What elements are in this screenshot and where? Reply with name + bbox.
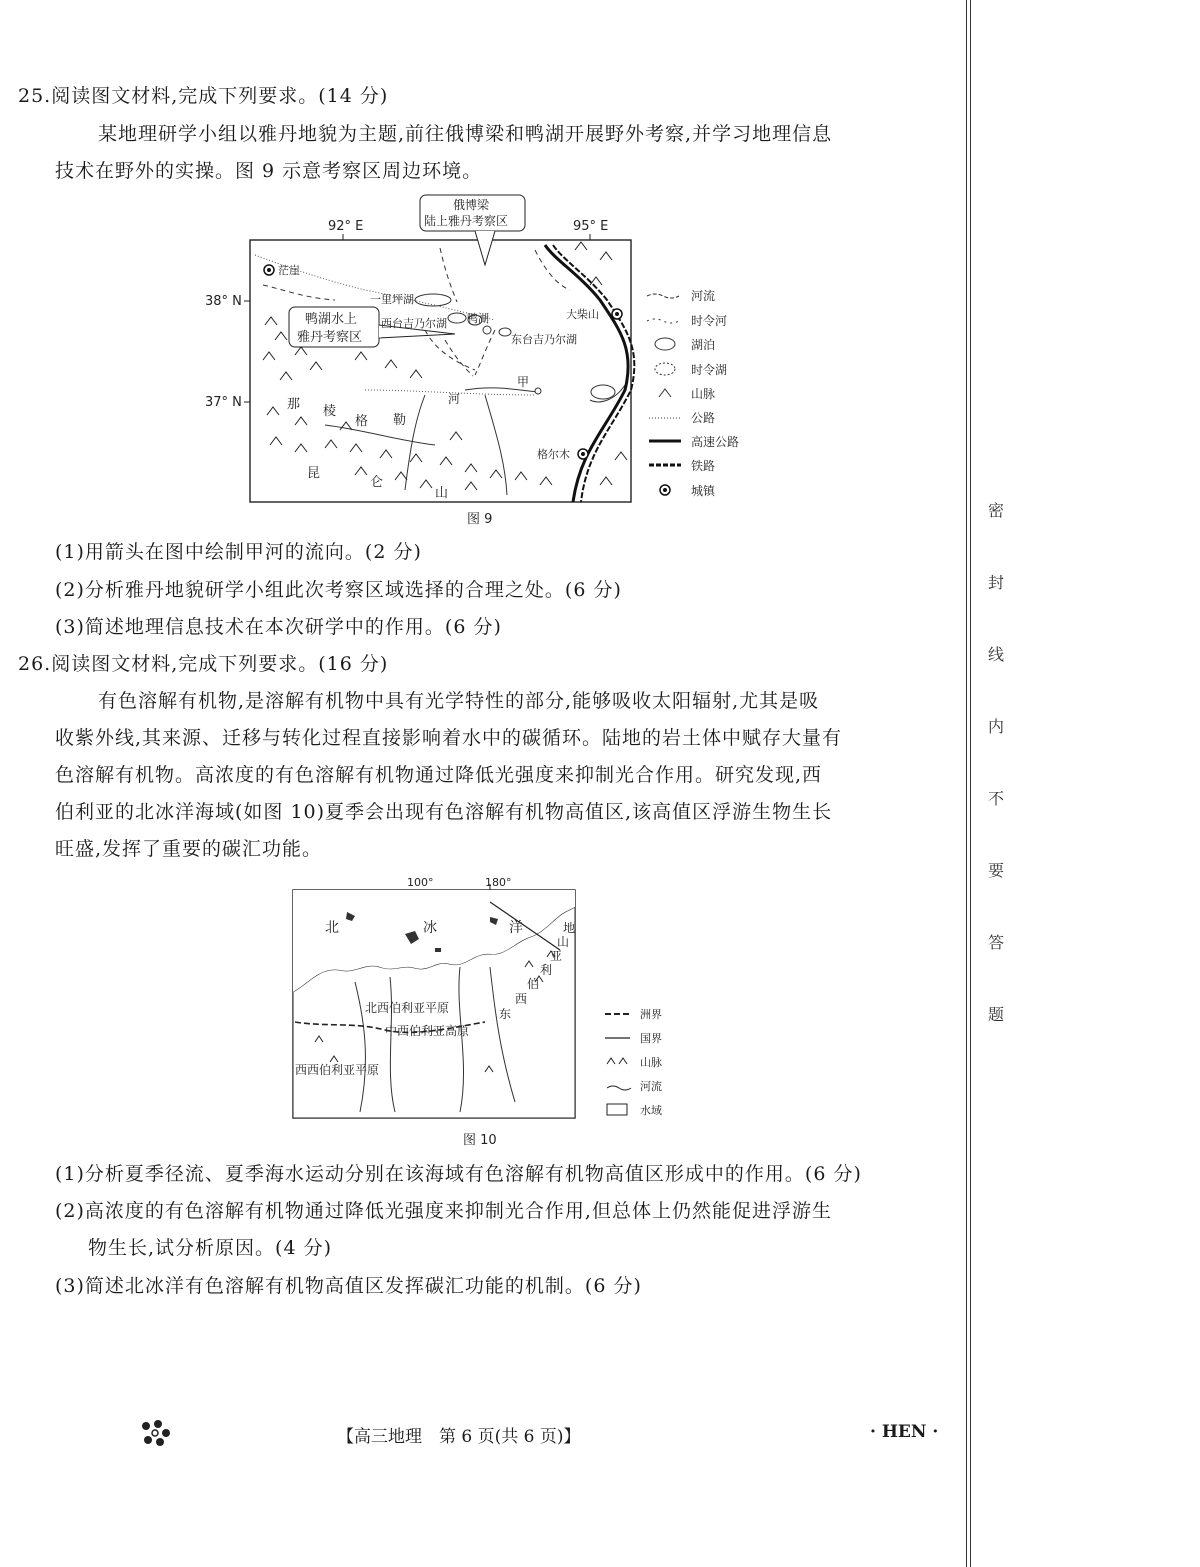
q25-sub3: (3)简述地理信息技术在本次研学中的作用。(6 分) — [55, 616, 502, 638]
mountain-symbols — [263, 242, 627, 490]
footer-logo-icon — [138, 1418, 172, 1448]
legend-river: 河流 — [640, 1080, 662, 1093]
figure-10-map — [285, 872, 705, 1157]
seal-char: 答 — [988, 933, 1005, 952]
label-bo-char: 伯 — [527, 977, 540, 991]
legend-lake: 湖泊 — [691, 338, 716, 352]
binding-rule-left — [966, 0, 967, 1567]
callout-left-line2: 雅丹考察区 — [297, 330, 363, 345]
town-dachaishan: 大柴山 — [566, 308, 599, 321]
legend-expressway: 高速公路 — [691, 435, 740, 449]
callout-left-line1: 鸭湖水上 — [305, 312, 358, 327]
range-char: 昆 — [307, 466, 321, 481]
label-north: 北 — [325, 920, 339, 936]
q26-heading: 26.阅读图文材料,完成下列要求。(16 分) — [18, 653, 389, 675]
town-golmud: 格尔木 — [537, 448, 570, 461]
legend-seasonal-lake: 时令湖 — [691, 363, 728, 377]
fig10-lon-180: 180° — [485, 876, 512, 889]
legend-continent-border: 洲界 — [640, 1008, 662, 1021]
label-jia-river: 甲 — [517, 375, 530, 389]
legend-mountain: 山脉 — [691, 387, 716, 401]
range-char: 仑 — [370, 475, 384, 490]
label-ice: 冰 — [423, 920, 437, 936]
seal-char: 不 — [988, 789, 1005, 808]
fig10-caption: 图 10 — [463, 1133, 497, 1148]
q26-paragraph-line: 收紫外线,其来源、迁移与转化过程直接影响着水中的碳循环。陆地的岩土体中赋存大量有 — [55, 727, 843, 749]
seal-char: 内 — [988, 717, 1005, 736]
seal-char: 线 — [988, 645, 1005, 664]
label-central-siberian-plateau: 中西伯利亚高原 — [385, 1024, 470, 1038]
legend-country-border: 国界 — [640, 1032, 662, 1045]
label-yiliping-lake: 一里坪湖 — [370, 293, 414, 306]
town-mangya: 茫崖 — [278, 264, 300, 277]
q26-paragraph-line: 伯利亚的北冰洋海域(如图 10)夏季会出现有色溶解有机物高值区,该高值区浮游生物生长 — [55, 801, 833, 823]
legend-water: 水域 — [640, 1104, 662, 1117]
callout-top-line2: 陆上雅丹考察区 — [424, 214, 509, 228]
label-ocean: 洋 — [509, 920, 523, 936]
q26-paragraph-line: 旺盛,发挥了重要的碳汇功能。 — [55, 838, 323, 860]
label-shan-char: 山 — [557, 935, 570, 949]
legend-town: 城镇 — [691, 484, 716, 498]
label-west-taijinar-lake: 西台吉乃尔湖 — [381, 317, 447, 330]
legend-river: 河流 — [691, 289, 716, 303]
range-char: 勒 — [393, 413, 407, 428]
seal-char: 要 — [988, 861, 1005, 880]
q25-paragraph-line: 技术在野外的实操。图 9 示意考察区周边环境。 — [55, 160, 483, 182]
label-north-siberian-plain: 北西伯利亚平原 — [365, 1001, 450, 1015]
q26-sub3: (3)简述北冰洋有色溶解有机物高值区发挥碳汇功能的机制。(6 分) — [55, 1275, 642, 1297]
legend-road: 公路 — [691, 411, 716, 425]
footer-page-info: 【高三地理 第 6 页(共 6 页)】 — [337, 1427, 581, 1447]
q26-paragraph-line: 色溶解有机物。高浓度的有色溶解有机物通过降低光强度来抑制光合作用。研究发现,西 — [55, 764, 823, 786]
highway-railway — [255, 245, 634, 502]
footer-code: · HEN · — [870, 1422, 939, 1442]
label-ya-char: 亚 — [550, 949, 563, 963]
q26-sub2-line1: (2)高浓度的有色溶解有机物通过降低光强度来抑制光合作用,但总体上仍然能促进浮游生 — [55, 1200, 832, 1222]
figure-9-map — [195, 190, 765, 530]
fig9-lon-92: 92° E — [328, 219, 364, 234]
q25-sub2: (2)分析雅丹地貌研学小组此次考察区域选择的合理之处。(6 分) — [55, 579, 622, 601]
seal-char: 密 — [988, 501, 1005, 520]
q26-sub2-line2: 物生长,试分析原因。(4 分) — [88, 1237, 332, 1259]
q25-paragraph-line: 某地理研学小组以雅丹地貌为主题,前往俄博梁和鸭湖开展野外考察,并学习地理信息 — [98, 123, 833, 145]
range-char: 那 — [287, 397, 301, 412]
fig9-lat-37: 37° N — [205, 395, 242, 410]
towns — [264, 265, 622, 459]
q26-sub1: (1)分析夏季径流、夏季海水运动分别在该海域有色溶解有机物高值区形成中的作用。(6 分) — [55, 1163, 862, 1185]
label-di-char: 地 — [563, 921, 576, 935]
q25-sub1: (1)用箭头在图中绘制甲河的流向。(2 分) — [55, 541, 422, 563]
seal-char: 封 — [988, 573, 1005, 592]
label-li-char: 利 — [540, 963, 553, 977]
legend-seasonal-river: 时令河 — [691, 314, 728, 328]
legend-railway: 铁路 — [691, 459, 716, 473]
binding-rule-right — [970, 0, 971, 1567]
fig10-lon-100: 100° — [407, 876, 434, 889]
label-east-char: 东 — [499, 1007, 512, 1021]
callout-top-line1: 俄博梁 — [453, 198, 490, 212]
seal-char: 题 — [988, 1005, 1005, 1024]
label-west-siberian-plain: 西西伯利亚平原 — [295, 1063, 380, 1077]
label-river-he: 河 — [448, 392, 461, 406]
fig10-legend — [605, 1008, 662, 1117]
legend-mountain: 山脉 — [640, 1056, 662, 1069]
label-east-taijinar-lake: 东台吉乃尔湖 — [511, 333, 577, 346]
range-char: 格 — [355, 414, 369, 429]
label-xi-char: 西 — [515, 992, 528, 1006]
label-duck-lake: 鸭湖 — [467, 312, 489, 325]
range-char: 棱 — [323, 404, 337, 419]
fig9-legend — [647, 288, 739, 498]
q26-paragraph-line: 有色溶解有机物,是溶解有机物中具有光学特性的部分,能够吸收太阳辐射,尤其是吸 — [98, 690, 820, 712]
fig9-lon-95: 95° E — [573, 219, 609, 234]
range-char: 山 — [435, 486, 449, 501]
q25-heading: 25.阅读图文材料,完成下列要求。(14 分) — [18, 85, 389, 107]
fig9-caption: 图 9 — [467, 512, 493, 527]
fig9-lat-38: 38° N — [205, 294, 242, 309]
